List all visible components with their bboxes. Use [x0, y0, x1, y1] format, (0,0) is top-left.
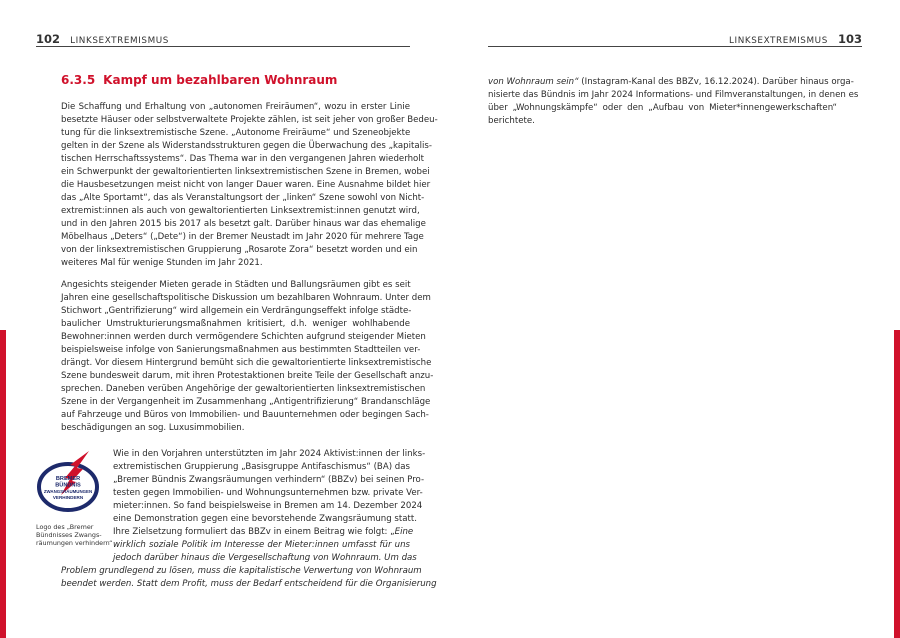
text-line: testen gegen Immobilien- und Wohnungsunternehmen bzw. private Ver- — [113, 488, 423, 498]
text-line: „Bremer Bündnis Zwangsräumungen verhindern“ (BBZv) bei seinen Pro- — [113, 475, 425, 485]
bbzv-logo — [37, 449, 101, 515]
logo-text-line: ZWANGSRÄUMUNGEN — [43, 489, 93, 494]
header-right — [488, 28, 862, 47]
quote-line: wirklich soziale Politik im Interesse der Mieter:innen umfasst für uns — [113, 540, 410, 550]
text-line: von der linksextremistischen Gruppierung „Rosarote Zora“ besetzt worden und ein — [61, 245, 418, 255]
header-left — [36, 28, 410, 47]
quote-run: von Wohnraum sein“ — [488, 77, 579, 87]
text-line: berichtete. — [488, 116, 535, 126]
text-line: gelten in der Szene als Widerstandsstrukturen gegen die Überwachung des „kapitalis- — [61, 141, 432, 151]
text-run: (Instagram-Kanal des BBZv, 16.12.2024). Darüber hinaus orga- — [578, 77, 854, 87]
running-title-left: LINKSEXTREMISMUS — [70, 36, 169, 46]
text-line: nisierte das Bündnis im Jahr 2024 Informations- und Filmveranstaltungen, in denen es — [488, 90, 859, 100]
text-line: die Hausbesetzungen meist nicht von langer Dauer waren. Eine Ausnahme bildet hier — [61, 180, 431, 190]
section-heading — [61, 73, 337, 87]
text-line: Angesichts steigender Mieten gerade in Städten und Ballungsräumen gibt es seit — [61, 280, 411, 290]
logo-text-line: VERHINDERN — [52, 495, 84, 500]
text-line: tung für die linksextremistische Szene. „Autonome Freiräume“ und Szeneobjekte — [61, 128, 411, 138]
paragraph-2 — [61, 279, 434, 435]
section-title: Kampf um bezahlbaren Wohnraum — [103, 73, 338, 87]
text-line: das „Alte Sportamt“, das als Veranstaltungsort der „linken“ Szene sowohl von Nicht- — [61, 193, 425, 203]
text-line: extremist:innen als auch von gewaltorientierten Linksextremist:innen genutzt wird, — [61, 206, 420, 216]
section-number: 6.3.5 — [61, 73, 96, 87]
text-line — [113, 526, 414, 539]
logo-text-line: BÜNDNIS — [55, 482, 81, 489]
text-line: Jahren eine gesellschaftspolitische Diskussion um bezahlbaren Wohnraum. Unter dem — [61, 293, 431, 303]
text-line: Die Schaffung und Erhaltung von „autonomen Freiräumen“, wozu in erster Linie — [61, 102, 410, 112]
running-title-right: LINKSEXTREMISMUS — [729, 36, 828, 46]
text-line: baulicher Umstrukturierungsmaßnahmen kritisiert, d.h. weniger wohlhabende — [61, 319, 410, 329]
quote-line: Problem grundlegend zu lösen, muss die kapitalistische Verwertung von Wohnraum — [61, 566, 422, 576]
paragraph-1 — [61, 101, 438, 270]
quote-run: Eine — [394, 527, 414, 537]
text-line: extremistischen Gruppierung „Basisgruppe Antifaschismus“ (BA) das — [113, 462, 410, 472]
caption-line: Bündnisses Zwangs- — [36, 531, 102, 540]
text-line: über „Wohnungskämpfe“ oder den „Aufbau von Mieter*innengewerkschaften“ — [488, 103, 837, 113]
text-line: beispielsweise infolge von Sanierungsmaßnahmen aus bestimmten Stadtteilen ver- — [61, 345, 421, 355]
text-line: Wie in den Vorjahren unterstützten im Jahr 2024 Aktivist:innen der links- — [113, 449, 426, 459]
text-line: beschädigungen an sog. Luxusimmobilien. — [61, 423, 245, 433]
text-line: und in den Jahren 2015 bis 2017 als besetzt galt. Darüber hinaus war das ehemalige — [61, 219, 426, 229]
text-line: eine Demonstration gegen eine bevorstehende Zwangsräumung statt. — [113, 514, 418, 524]
text-line: auf Fahrzeuge und Büros von Immobilien- und Bauunternehmen oder begingen Sach- — [61, 410, 429, 420]
text-line: ein Schwerpunkt der gewaltorientierten linksextremistischen Szene in Bremen, wobei — [61, 167, 430, 177]
page-number-left: 102 — [36, 32, 61, 46]
text-line: Bewohner:innen werden durch vermögendere Schichten aufgrund steigender Mieten — [61, 332, 426, 342]
logo-text-line: BREMER — [55, 476, 81, 482]
page-number-right: 103 — [837, 32, 862, 46]
quote-line: beendet werden. Statt dem Profit, muss der Bedarf entscheidend für die Organisierung — [61, 579, 437, 589]
chapter-marker-right — [894, 330, 900, 638]
text-run: Ihre Zielsetzung formuliert das BBZv in einem Beitrag wie folgt: „ — [113, 527, 395, 537]
caption-line: Logo des „Bremer — [36, 523, 94, 531]
text-line: Szene bundesweit darum, mit ihren Protestaktionen breite Teile der Gesellschaft anzu- — [61, 371, 434, 381]
quote-line: jedoch darüber hinaus die Vergesellschaftung von Wohnraum. Um das — [113, 553, 417, 563]
caption-line: räumungen verhindern“ — [36, 539, 113, 548]
text-line: besetzte Häuser oder selbstverwaltete Projekte zählen, ist seit jeher von großer Bedeu- — [61, 115, 438, 125]
chapter-marker-left — [0, 330, 6, 638]
right-column-paragraph — [488, 76, 859, 128]
text-line: drängt. Vor diesem Hintergrund bemüht sich die gewaltorientierte linksextremistische — [61, 358, 432, 368]
text-line: tischen Herrschaftssystems“. Das Thema war in den vergangenen Jahren wiederholt — [61, 154, 425, 164]
logo-caption — [36, 523, 113, 548]
text-line: mieter:innen. So fand beispielsweise in Bremen am 14. Dezember 2024 — [113, 501, 423, 511]
text-line: Möbelhaus „Deters“ („Dete“) in der Bremer Neustadt im Jahr 2020 für mehrere Tage — [61, 232, 424, 242]
text-line: weiteres Mal für wenige Stunden im Jahr 2021. — [61, 258, 263, 268]
text-line: Stichwort „Gentrifizierung“ wird allgemein ein Verdrängungseffekt infolge städte- — [61, 306, 412, 316]
text-line — [488, 76, 854, 89]
text-line: sprechen. Daneben verüben Angehörige der gewaltorientierten linksextremistischen — [61, 384, 426, 394]
text-line: Szene in der Vergangenheit im Zusammenhang „Antigentrifizierung“ Brandanschläge — [61, 397, 431, 407]
